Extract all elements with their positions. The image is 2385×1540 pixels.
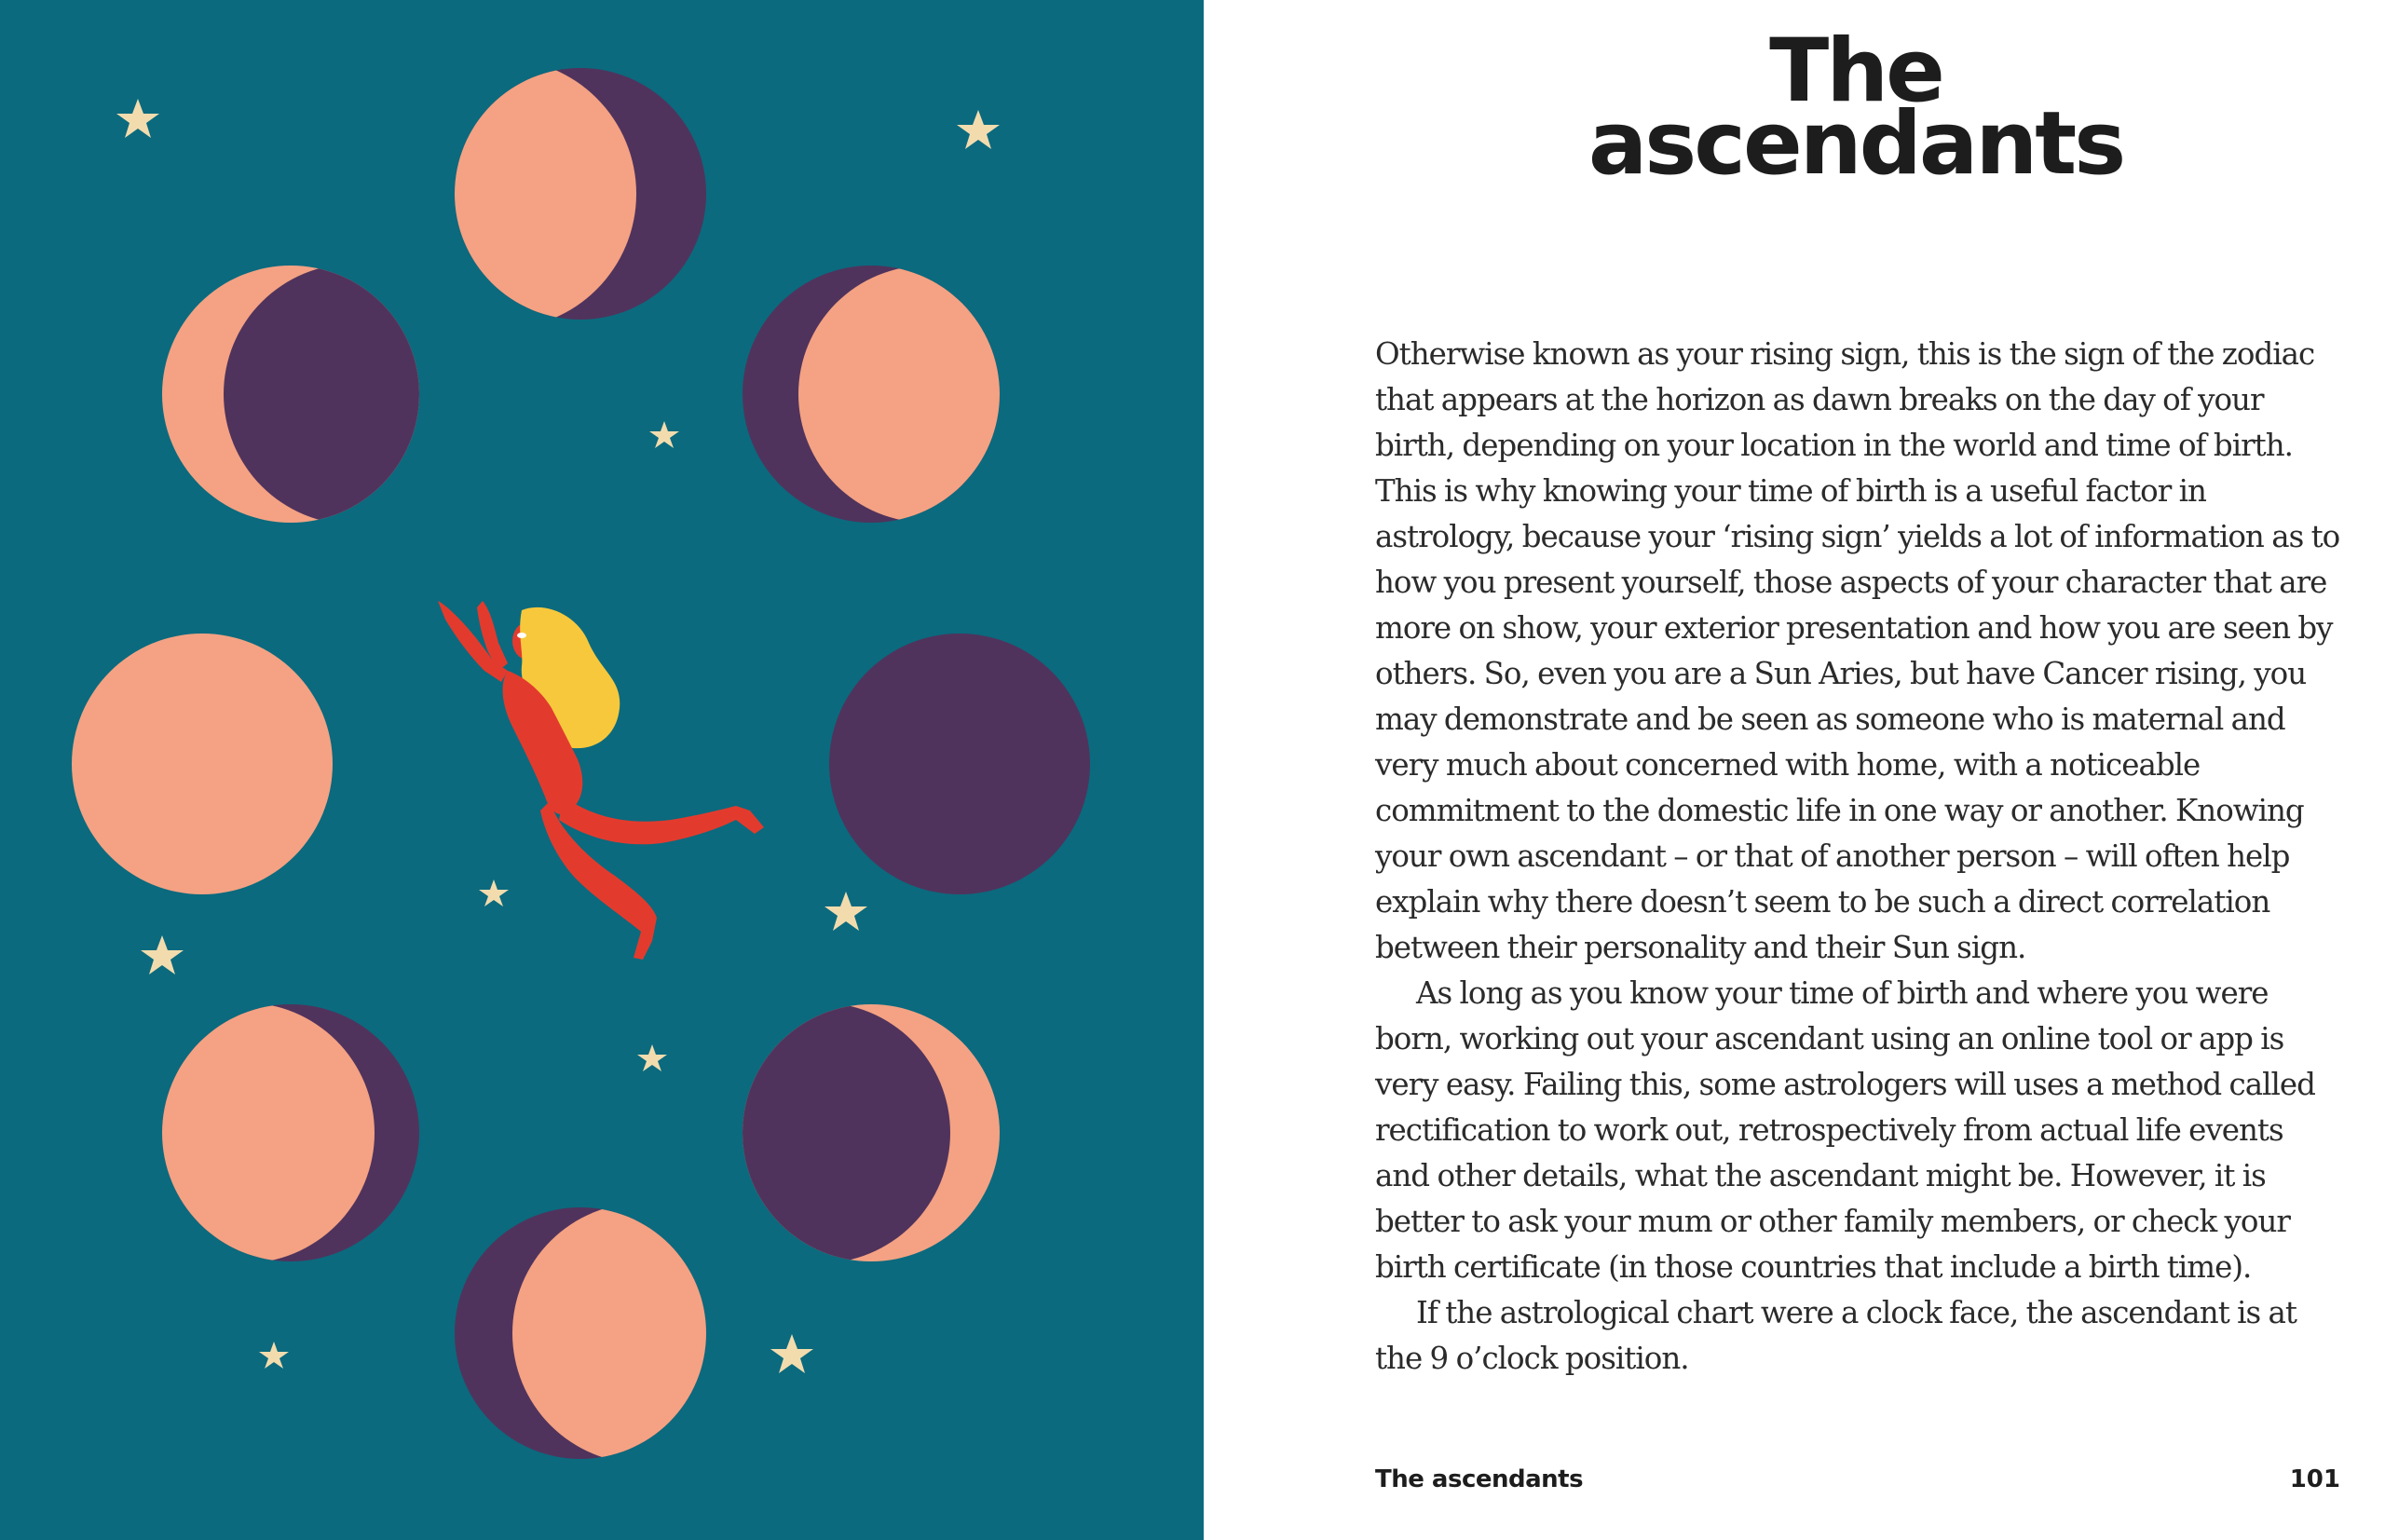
star-icon [141, 935, 184, 974]
star-icon [116, 99, 159, 138]
star-icon [957, 110, 1000, 149]
running-footer-title: The ascendants [1375, 1465, 1584, 1493]
star-icon [649, 421, 679, 448]
chapter-heading [1204, 0, 2385, 224]
moon-upper-left [162, 264, 484, 525]
star-icon [259, 1342, 289, 1369]
paragraph: If the astrological chart were a clock face, the ascendant is at the 9 o’clock position. [1375, 1295, 2296, 1376]
page-title [1204, 20, 2385, 195]
star-icon [479, 879, 509, 906]
moon-lower-right [689, 1002, 1000, 1263]
moon-lower-left [114, 1002, 419, 1263]
star-icon [770, 1334, 813, 1373]
title-line-2: ascendants [1588, 93, 2124, 195]
moon-new [829, 634, 1090, 894]
moon-upper-right [743, 266, 1056, 523]
moon-top [366, 59, 706, 329]
star-icon [637, 1044, 667, 1071]
body-text [1375, 332, 2344, 1382]
moon-bottom [455, 1203, 773, 1464]
floating-woman-figure [438, 601, 764, 960]
star-icon [825, 892, 867, 931]
paragraph: Otherwise known as your rising sign, this is the sign of the zodiac that appears at the horizon as dawn breaks on the day of your birth, depending on your location in the world and time of birth. This is why knowing your time of birth is a useful factor in astrology, because your ‘rising sign’ yields a lot of information as to how you present yourself, those aspects of your character that are more on show, your exterior presentation and how you are seen by others. So, even you are a Sun Aries, but have Cancer rising, you may demonstrate and be seen as someone who is maternal and very much about concerned with home, with a noticeable commitment to the domestic life in one way or another. Knowing your own ascendant – or that of another person – will often help explain why there doesn’t seem to be such a direct correlation between their personality and their Sun sign. [1375, 336, 2340, 965]
paragraph: As long as you know your time of birth and where you were born, working out your ascendant using an online tool or app is very easy. Failing this, some astrologers will uses a method called rectification to work out, retrospectively from actual life events and other details, what the ascendant might be. However, it is better to ask your mum or other family members, or check your birth certificate (in those countries that include a birth time). [1375, 975, 2315, 1285]
page-number: 101 [2289, 1465, 2340, 1493]
title-line-1: The [1769, 20, 1942, 122]
moon-full [72, 634, 333, 894]
